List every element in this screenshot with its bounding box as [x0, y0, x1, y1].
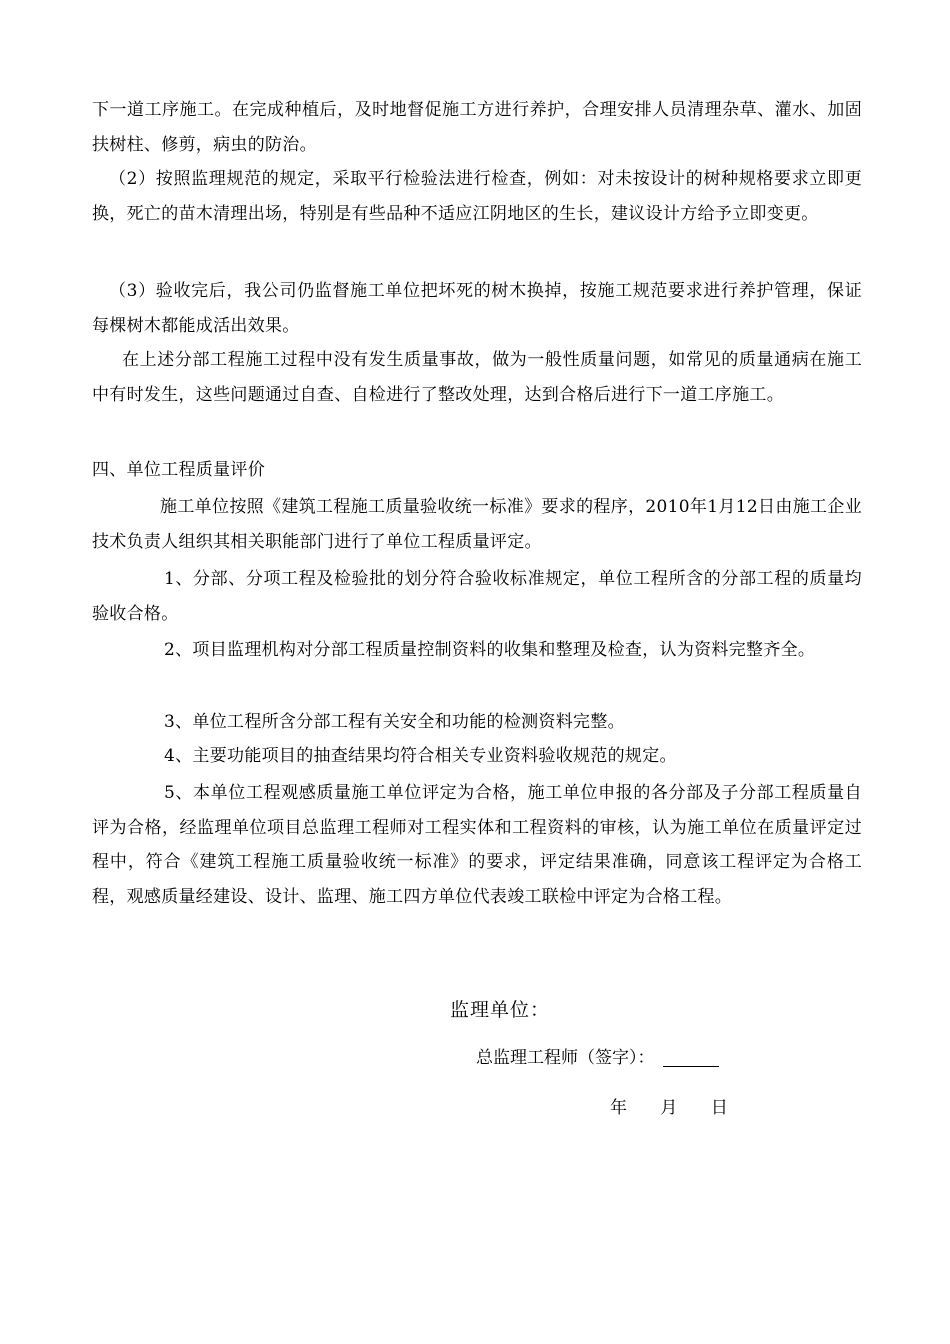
- paragraph-criterion-4: 4、主要功能项目的抽查结果均符合相关专业资料验收规范的规定。: [164, 746, 677, 766]
- section-heading-unit-quality: 四、单位工程质量评价: [92, 460, 265, 480]
- chief-engineer-signature: [476, 1044, 719, 1072]
- paragraph-quality-assessment-intro: 施工单位按照《建筑工程施工质量验收统一标准》要求的程序，2010年1月12日由施工企业技术负责人组织其相关职能部门进行了单位工程质量评定。: [92, 497, 862, 552]
- chief-engineer-label: 总监理工程师（签字）：: [476, 1048, 655, 1068]
- paragraph-criterion-1: 1、分部、分项工程及检验批的划分符合验收标准规定，单位工程所含的分部工程的质量均验收合格。: [92, 569, 862, 624]
- paragraph-criterion-2: 2、项目监理机构对分部工程质量控制资料的收集和整理及检查，认为资料完整齐全。: [164, 640, 816, 660]
- paragraph-quality-issues: 在上述分部工程施工过程中没有发生质量事故，做为一般性质量问题，如常见的质量通病在施工中有时发生，这些问题通过自查、自检进行了整改处理，达到合格后进行下一道工序施工。: [92, 350, 862, 405]
- date-month-label: 月: [660, 1098, 678, 1118]
- signature-date: [610, 1094, 728, 1122]
- paragraph-item-2-parallel-inspection: （2）按照监理规范的规定，采取平行检验法进行检查，例如：对未按设计的树种规格要求立即更换，死亡的苗木清理出场，特别是有些品种不适应江阴地区的生长，建议设计方给予立即变更。: [92, 169, 862, 224]
- paragraph-planting-maintenance: 下一道工序施工。在完成种植后，及时地督促施工方进行养护，合理安排人员清理杂草、灌水、加固扶树柱、修剪，病虫的防治。: [92, 100, 862, 155]
- paragraph-item-3-acceptance: （3）验收完后，我公司仍监督施工单位把坏死的树木换掉，按施工规范要求进行养护管理，保证每棵树木都能成活出效果。: [92, 281, 862, 336]
- signature-line: [663, 1048, 719, 1067]
- supervision-unit-label: 监理单位：: [450, 999, 551, 1021]
- date-year-label: 年: [610, 1098, 627, 1118]
- date-day-label: 日: [710, 1098, 728, 1118]
- paragraph-criterion-3: 3、单位工程所含分部工程有关安全和功能的检测资料完整。: [164, 712, 625, 732]
- paragraph-criterion-5: 5、本单位工程观感质量施工单位评定为合格，施工单位申报的各分部及子分部工程质量自评为合格，经监理单位项目总监理工程师对工程实体和工程资料的审核，认为施工单位在质量评定过程中，符合《建筑工程施工质量验收统一标准》的要求，评定结果准确，同意该工程评定为合格工程，观感质量经建设、设计、监理、施工四方单位代表竣工联检中评定为合格工程。: [92, 783, 862, 907]
